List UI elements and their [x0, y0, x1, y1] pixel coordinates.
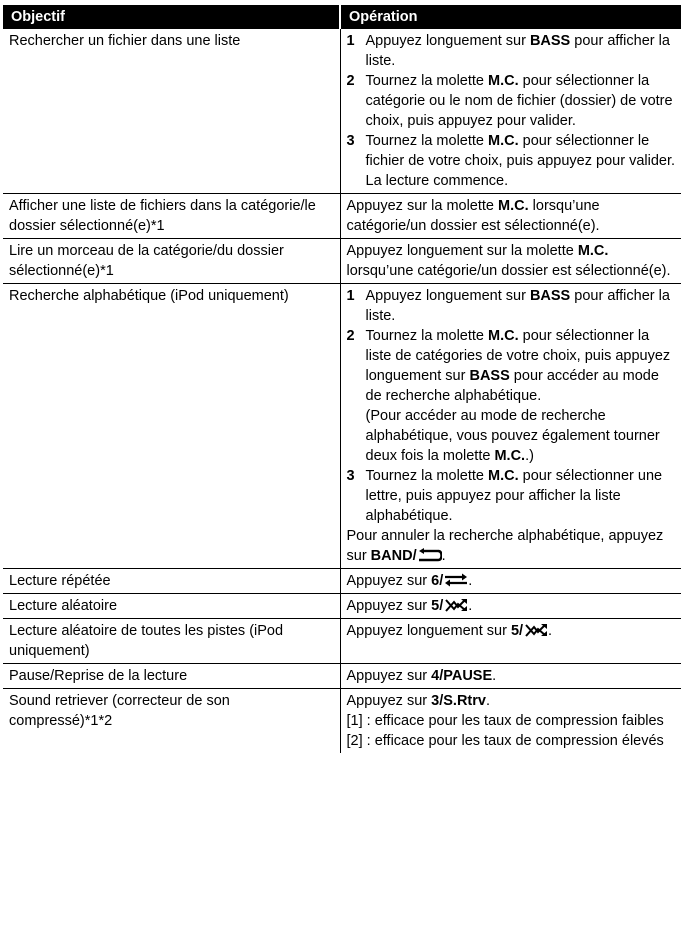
- objective-cell: Lecture répétée: [3, 569, 340, 594]
- key-separator: /: [439, 598, 444, 614]
- operation-text: lorsqu’une catégorie/un dossier est sélectionné(e).: [346, 198, 600, 234]
- operation-text: .: [468, 598, 473, 614]
- step-text: Appuyez longuement sur: [365, 288, 530, 304]
- step-list: [347, 31, 678, 191]
- header-operation: Opération: [340, 5, 681, 29]
- key-label: BASS: [529, 33, 571, 49]
- table-row: [3, 569, 681, 594]
- objective-cell: Lecture aléatoire: [3, 594, 340, 619]
- step-text: pour afficher la liste.: [365, 33, 670, 69]
- operation-cell: [340, 29, 681, 194]
- objective-cell: Recherche alphabétique (iPod uniquement): [3, 284, 340, 569]
- step-text: Tournez la molette: [365, 468, 489, 484]
- step-text: pour sélectionner le fichier de votre choix, puis appuyez pour valider.: [365, 133, 676, 169]
- operation-text: Appuyez longuement sur: [346, 623, 511, 639]
- operation-text: .: [492, 668, 497, 684]
- table-row: [3, 29, 681, 194]
- objective-cell: Lecture aléatoire de toutes les pistes (iPod uniquement): [3, 619, 340, 664]
- step-text: pour sélectionner une lettre, puis appuyez pour afficher la liste alphabétique.: [365, 468, 663, 524]
- key-label: M.C.: [488, 73, 519, 89]
- operation-text: Appuyez sur: [346, 668, 432, 684]
- key-separator: /: [439, 573, 444, 589]
- operation-cell: [340, 284, 681, 569]
- step-number: 3: [346, 468, 355, 484]
- step-note: [366, 406, 678, 466]
- key-label: 3: [431, 693, 440, 709]
- operation-cell: [340, 619, 681, 664]
- return-arrow-icon: [418, 548, 442, 562]
- objective-cell: Lire un morceau de la catégorie/du dossier sélectionné(e)*1: [3, 239, 340, 284]
- objective-cell: Sound retriever (correcteur de son compressé)*1*2: [3, 689, 340, 754]
- step-number: 2: [346, 73, 355, 89]
- key-label: M.C.: [488, 328, 519, 344]
- step-text: Tournez la molette: [365, 73, 489, 89]
- operation-cell: [340, 194, 681, 239]
- operation-cell: [340, 239, 681, 284]
- table-row: [3, 689, 681, 754]
- key-separator: /: [412, 548, 417, 564]
- setting-description: [2] : efficace pour les taux de compression élevés: [346, 733, 664, 749]
- cancel-note: [347, 526, 678, 566]
- step-text: pour sélectionner la liste de catégories de votre choix, puis appuyez longuement sur: [365, 328, 671, 384]
- objective-cell: Rechercher un fichier dans une liste: [3, 29, 340, 194]
- note-text: (Pour accéder au mode de recherche alphabétique, vous pouvez également tourner deux fois la molette: [365, 408, 660, 464]
- operation-text: .: [485, 693, 490, 709]
- operation-text: Appuyez sur: [346, 693, 432, 709]
- key-label: 5: [510, 623, 520, 639]
- step-text: Tournez la molette: [365, 133, 489, 149]
- key-label: 6: [431, 573, 440, 589]
- operation-cell: [340, 594, 681, 619]
- operation-line: [347, 691, 678, 711]
- key-separator: /: [519, 623, 524, 639]
- table-row: [3, 594, 681, 619]
- operation-text: Appuyez sur la molette: [346, 198, 499, 214]
- table-row: [3, 284, 681, 569]
- table-row: [3, 664, 681, 689]
- table-row: [3, 194, 681, 239]
- objective-cell: Afficher une liste de fichiers dans la catégorie/le dossier sélectionné(e)*1: [3, 194, 340, 239]
- setting-description: [1] : efficace pour les taux de compression faibles: [346, 713, 664, 729]
- step-number: 1: [346, 288, 355, 304]
- step-note: La lecture commence.: [365, 173, 509, 189]
- step-text: Appuyez longuement sur: [365, 33, 530, 49]
- operation-text: Appuyez sur: [346, 598, 432, 614]
- operation-cell: [340, 689, 681, 754]
- key-label: S.Rtrv: [443, 693, 486, 709]
- operation-cell: [340, 664, 681, 689]
- operation-text: Appuyez sur: [346, 573, 432, 589]
- header-objective: Objectif: [3, 5, 340, 29]
- step-item: [347, 466, 678, 526]
- key-label: BASS: [469, 368, 510, 384]
- shuffle-icon: [444, 598, 468, 612]
- key-label: M.C.: [577, 243, 609, 259]
- step-item: [347, 326, 678, 466]
- key-label: M.C.: [488, 468, 519, 484]
- key-label: M.C.: [498, 198, 529, 214]
- step-number: 2: [346, 328, 355, 344]
- repeat-icon: [444, 573, 468, 587]
- key-label: M.C.: [488, 133, 519, 149]
- objective-cell: Pause/Reprise de la lecture: [3, 664, 340, 689]
- operation-text: lorsqu’une catégorie/un dossier est sélectionné(e).: [346, 263, 671, 279]
- operation-cell: [340, 569, 681, 594]
- operation-text: Appuyez longuement sur la molette: [346, 243, 578, 259]
- key-label: 4: [431, 668, 440, 684]
- step-text: pour afficher la liste.: [365, 288, 670, 324]
- step-item: [347, 71, 678, 131]
- key-label: BAND: [370, 548, 413, 564]
- step-item: [347, 131, 678, 191]
- step-list: [347, 286, 678, 526]
- table-row: [3, 619, 681, 664]
- key-separator: /: [439, 668, 444, 684]
- step-text: pour sélectionner la catégorie ou le nom de fichier (dossier) de votre choix, puis appuyez pour valider.: [365, 73, 673, 129]
- step-item: [347, 31, 678, 71]
- key-label: M.C.: [494, 448, 526, 464]
- key-separator: /: [439, 693, 444, 709]
- shuffle-icon: [524, 623, 548, 637]
- table-header-row: [3, 5, 681, 29]
- note-text: .: [441, 548, 446, 564]
- key-label: BASS: [529, 288, 571, 304]
- key-label: 5: [431, 598, 440, 614]
- operation-text: .: [468, 573, 473, 589]
- key-label: PAUSE: [443, 668, 493, 684]
- table-row: [3, 239, 681, 284]
- step-number: 1: [346, 33, 355, 49]
- step-text: Tournez la molette: [365, 328, 489, 344]
- note-text: Pour annuler la recherche alphabétique, appuyez sur: [346, 528, 664, 564]
- step-item: [347, 286, 678, 326]
- note-text: .): [525, 448, 534, 464]
- step-text: pour accéder au mode de recherche alphabétique.: [365, 368, 659, 404]
- step-number: 3: [346, 133, 355, 149]
- operations-table: [3, 5, 681, 753]
- operation-text: .: [548, 623, 553, 639]
